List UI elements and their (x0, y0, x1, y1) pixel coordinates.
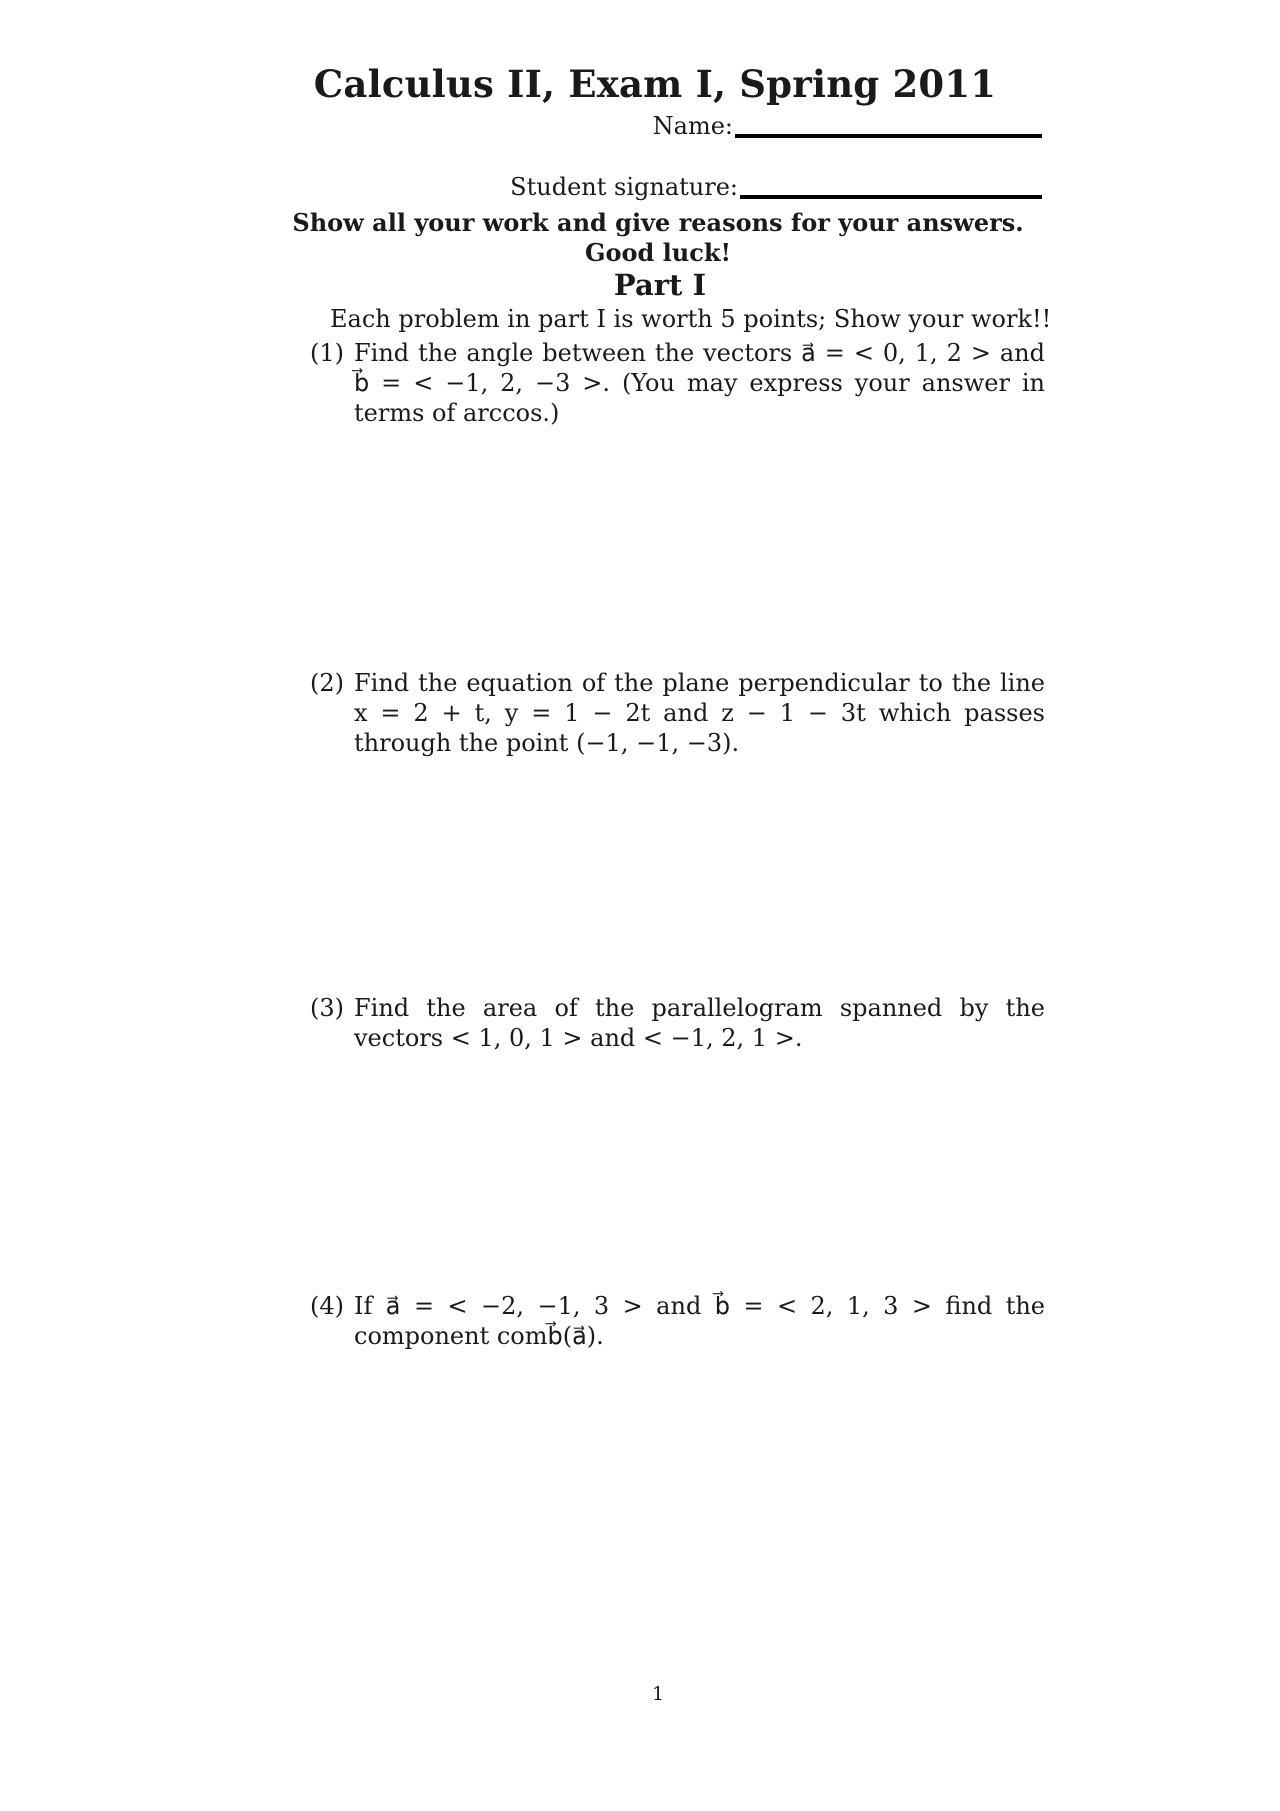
problem-1 (310, 338, 1045, 428)
problem-number: (4) (310, 1292, 344, 1320)
problem-number: (2) (310, 669, 344, 697)
problem-text: Find the angle between the vectors a⃗ = < 0, 1, 2 > and b⃗ = < −1, 2, −3 >. (You may express your answer in terms of arccos.) (354, 339, 1045, 427)
problem-number: (3) (310, 994, 344, 1022)
name-label: Name: (652, 112, 733, 140)
name-blank-line (735, 134, 1042, 138)
problem-number: (1) (310, 339, 344, 367)
problem-text: Find the equation of the plane perpendicular to the line x = 2 + t, y = 1 − 2t and z − 1 − 3t which passes through the point (−1, −1, −3). (354, 669, 1045, 757)
exam-title: Calculus II, Exam I, Spring 2011 (313, 62, 997, 106)
signature-blank-line (740, 195, 1042, 199)
problem-2 (310, 668, 1045, 758)
part-heading: Part I (613, 268, 707, 302)
problem-text: Find the area of the parallelogram spanned by the vectors < 1, 0, 1 > and < −1, 2, 1 >. (354, 994, 1045, 1052)
problem-4 (310, 1291, 1045, 1351)
page-number: 1 (651, 1683, 665, 1705)
signature-field (510, 173, 1042, 201)
part-intro: Each problem in part I is worth 5 points; Show your work!! (330, 305, 1052, 333)
name-field (653, 112, 1042, 140)
exam-instructions: Show all your work and give reasons for your answers. Good luck! (292, 208, 1024, 267)
problem-3 (310, 993, 1045, 1053)
problem-text: If a⃗ = < −2, −1, 3 > and b⃗ = < 2, 1, 3 > find the component comb⃗(a⃗). (354, 1292, 1045, 1350)
signature-label: Student signature: (510, 173, 738, 201)
